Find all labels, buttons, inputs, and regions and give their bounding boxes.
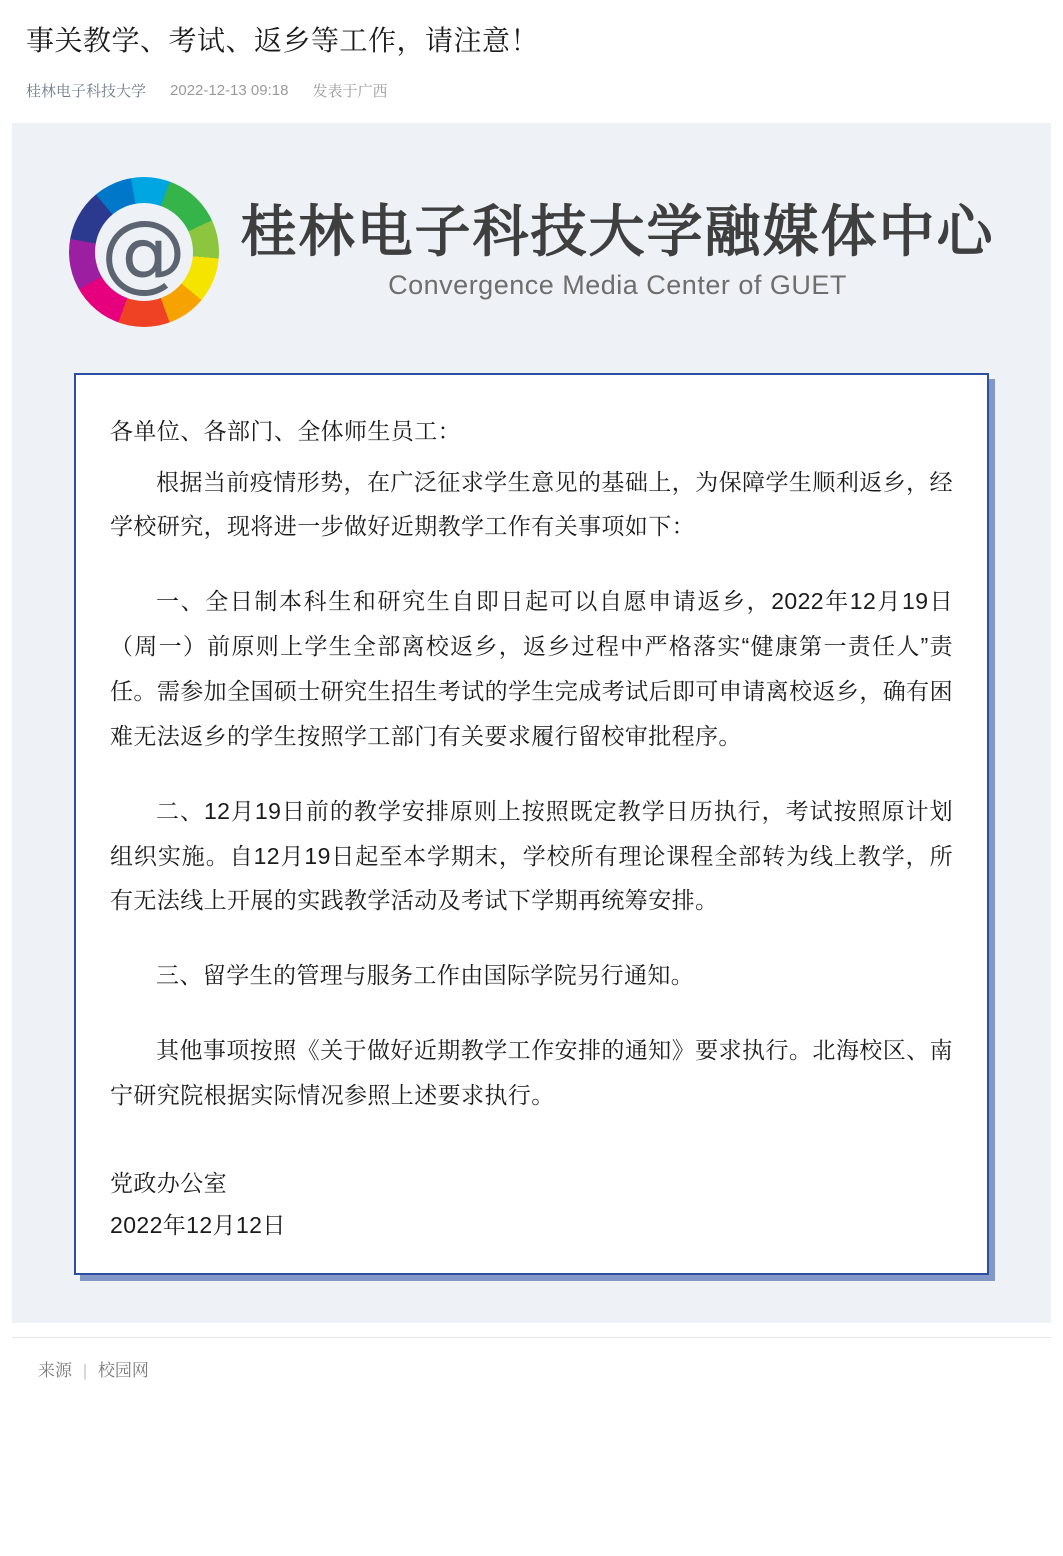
notice-image-card xyxy=(12,123,1051,1323)
notice-other-items: 其他事项按照《关于做好近期教学工作安排的通知》要求执行。北海校区、南宁研究院根据实际情况参照上述要求执行。 xyxy=(110,1037,953,1108)
source-label: 来源 xyxy=(38,1360,72,1380)
notice-item-two: 二、12月19日前的教学安排原则上按照既定教学日历执行，考试按照原计划组织实施。自12月19日起至本学期末，学校所有理论课程全部转为线上教学，所有无法线上开展的实践教学活动及考试下学期再统筹安排。 xyxy=(110,797,953,914)
notice-salutation: 各单位、各部门、全体师生员工： xyxy=(110,417,461,444)
footer-truncated-row xyxy=(0,1387,1063,1401)
publish-time: 2022-12-13 09:18 xyxy=(170,81,289,99)
article-header xyxy=(0,0,1063,101)
notice-item-one: 一、全日制本科生和研究生自即日起可以自愿申请返乡，2022年12月19日（周一）前原则上学生全部离校返乡，返乡过程中严格落实“健康第一责任人”责任。需参加全国硕士研究生招生考试的学生完成考试后即可申请离校返乡，确有困难无法返乡的学生按照学工部门有关要求履行留校审批程序。 xyxy=(110,588,953,749)
page-title: 事关教学、考试、返乡等工作，请注意！ xyxy=(26,25,540,56)
source-separator: | xyxy=(82,1360,88,1380)
signer-date: 2022年12月12日 xyxy=(110,1212,286,1239)
logo-text-block xyxy=(240,199,995,301)
logo-title-en: Convergence Media Center of GUET xyxy=(388,269,847,300)
notice-intro: 根据当前疫情形势，在广泛征求学生意见的基础上，为保障学生顺利返乡，经学校研究，现将进一步做好近期教学工作有关事项如下： xyxy=(110,468,953,540)
logo-title-cn: 桂林电子科技大学融媒体中心 xyxy=(240,199,995,263)
notice-item-three: 三、留学生的管理与服务工作由国际学院另行通知。 xyxy=(156,962,695,989)
account-name[interactable]: 桂林电子科技大学 xyxy=(26,82,147,100)
at-symbol-icon xyxy=(69,177,219,327)
notice-signature xyxy=(110,1162,953,1247)
source-line xyxy=(12,1337,1051,1387)
notice-body xyxy=(74,373,989,1275)
source-value[interactable]: 校园网 xyxy=(97,1360,149,1380)
publish-location: 发表于广西 xyxy=(312,82,388,100)
signer-name: 党政办公室 xyxy=(110,1169,227,1196)
media-center-logo xyxy=(12,165,1051,337)
article-meta xyxy=(26,80,1037,101)
